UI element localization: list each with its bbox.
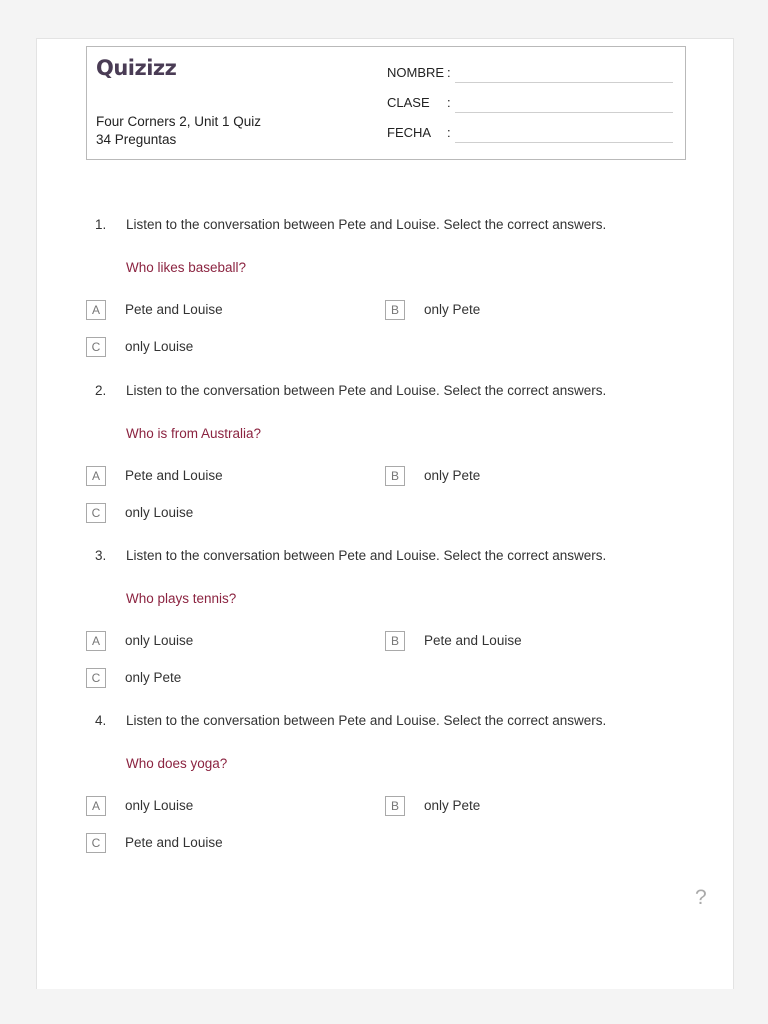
question-text: Listen to the conversation between Pete and Louise. Select the correct answers. xyxy=(126,713,607,728)
worksheet-header xyxy=(86,46,686,160)
class-colon: : xyxy=(447,95,451,110)
option-letter-box: B xyxy=(385,466,405,486)
date-label: FECHA xyxy=(387,125,432,140)
name-colon: : xyxy=(447,65,451,80)
option-letter-box: A xyxy=(86,300,106,320)
option-text: only Pete xyxy=(424,798,481,813)
option-text: Pete and Louise xyxy=(125,468,223,483)
question-2 xyxy=(37,383,733,543)
option-letter-box: C xyxy=(86,668,106,688)
option-text: only Louise xyxy=(125,798,194,813)
question-number: 3. xyxy=(95,548,107,563)
option-text: Pete and Louise xyxy=(125,302,223,317)
option-letter-box: B xyxy=(385,631,405,651)
question-count: 34 Preguntas xyxy=(96,132,177,147)
worksheet-page xyxy=(36,38,734,989)
class-field xyxy=(387,93,677,113)
date-line xyxy=(455,142,673,143)
option-text: only Louise xyxy=(125,633,194,648)
help-question-icon[interactable]: ? xyxy=(695,886,707,909)
option-text: only Louise xyxy=(125,339,194,354)
option-text: Pete and Louise xyxy=(424,633,522,648)
question-3 xyxy=(37,548,733,708)
option-text: only Louise xyxy=(125,505,194,520)
quiz-title: Four Corners 2, Unit 1 Quiz xyxy=(96,114,262,129)
option-text: only Pete xyxy=(125,670,182,685)
option-letter-box: A xyxy=(86,631,106,651)
date-colon: : xyxy=(447,125,451,140)
option-text: only Pete xyxy=(424,302,481,317)
option-letter-box: C xyxy=(86,503,106,523)
option-text: Pete and Louise xyxy=(125,835,223,850)
question-number: 2. xyxy=(95,383,107,398)
quizizz-logo: Quizizz xyxy=(96,56,177,80)
option-letter-box: C xyxy=(86,833,106,853)
question-1 xyxy=(37,217,733,377)
question-number: 1. xyxy=(95,217,107,232)
option-letter-box: A xyxy=(86,466,106,486)
option-letter-box: C xyxy=(86,337,106,357)
question-text: Listen to the conversation between Pete and Louise. Select the correct answers. xyxy=(126,548,607,563)
option-text: only Pete xyxy=(424,468,481,483)
option-letter-box: A xyxy=(86,796,106,816)
class-line xyxy=(455,112,673,113)
question-text: Listen to the conversation between Pete and Louise. Select the correct answers. xyxy=(126,217,607,232)
question-number: 4. xyxy=(95,713,107,728)
name-line xyxy=(455,82,673,83)
question-text: Listen to the conversation between Pete and Louise. Select the correct answers. xyxy=(126,383,607,398)
question-4 xyxy=(37,713,733,873)
date-field xyxy=(387,123,677,143)
option-letter-box: B xyxy=(385,300,405,320)
question-prompt: Who does yoga? xyxy=(126,756,228,771)
class-label: CLASE xyxy=(387,95,430,110)
name-field xyxy=(387,63,677,83)
question-prompt: Who likes baseball? xyxy=(126,260,247,275)
name-label: NOMBRE xyxy=(387,65,445,80)
option-letter-box: B xyxy=(385,796,405,816)
question-prompt: Who plays tennis? xyxy=(126,591,237,606)
question-prompt: Who is from Australia? xyxy=(126,426,262,441)
